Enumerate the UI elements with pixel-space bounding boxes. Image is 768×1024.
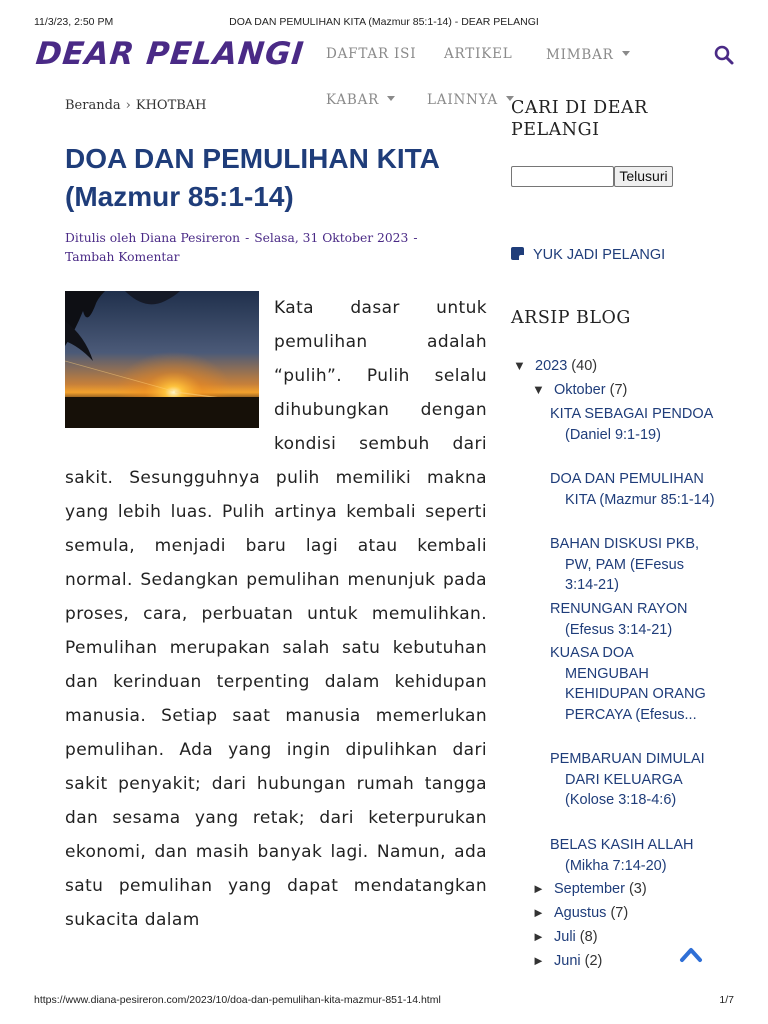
archive-heading: ARSIP BLOG	[511, 308, 631, 328]
chevron-down-icon	[387, 96, 395, 101]
breadcrumb-current[interactable]: KHOTBAH	[135, 98, 207, 113]
archive-month-label[interactable]: Agustus	[554, 905, 607, 921]
collapsed-triangle-icon[interactable]: ►	[532, 905, 545, 920]
print-footer	[34, 994, 734, 1008]
archive-post-link[interactable]: KITA SEBAGAI PENDOA (Daniel 9:1-19)	[550, 406, 713, 443]
expanded-triangle-icon[interactable]: ▼	[532, 382, 545, 397]
archive-month-count: (8)	[579, 929, 598, 945]
site-logo[interactable]: DEAR PELANGI	[34, 36, 307, 72]
post-comment-link[interactable]: Tambah Komentar	[65, 250, 180, 264]
post-body-text: Kata dasar untuk pemulihan adalah “pulih”. Pulih selalu dihubungkan dengan kondisi sembuh dari sakit. Sesungguhnya pulih memiliki makna yang lebih luas. Pulih artinya kembali seperti semula, menjadi baru lagi atau kembali normal. Sedangkan pemulihan menunjuk pada proses, cara, perbuatan untuk memulihkan. Pemulihan merupakan salah satu kebutuhan dan kerinduan terpenting dalam kehidupan manusia. Setiap saat manusia memerlukan pemulihan. Ada yang ingin dipulihkan dari sakit penyakit; dari hubungan rumah tangga dan sesama yang retak; dari keterpurukan ekonomi, dan masih banyak lagi. Namun, ada satu pemulihan yang dapat mendatangkan sukacita dalam	[65, 298, 487, 930]
nav-mimbar[interactable]	[546, 47, 630, 63]
expanded-triangle-icon[interactable]: ▼	[513, 358, 526, 373]
nav-kabar[interactable]	[326, 92, 395, 108]
archive-post-link[interactable]: RENUNGAN RAYON (Efesus 3:14-21)	[550, 601, 688, 638]
pelangi-link-label: YUK JADI PELANGI	[533, 247, 666, 263]
collapsed-triangle-icon[interactable]: ►	[532, 929, 545, 944]
archive-month-label[interactable]: Oktober	[554, 382, 606, 398]
archive-month-label[interactable]: Juni	[554, 953, 581, 969]
nav-daftar-isi[interactable]: DAFTAR ISI	[326, 46, 417, 62]
archive-month-count: (7)	[609, 382, 628, 398]
archive-month-label[interactable]: Juli	[554, 929, 576, 945]
nav-kabar-label: KABAR	[326, 92, 380, 108]
image-spacer	[65, 291, 274, 461]
archive-month-count: (2)	[584, 953, 603, 969]
print-url: https://www.diana-pesireron.com/2023/10/doa-dan-pemulihan-kita-mazmur-851-14.html	[34, 994, 441, 1006]
archive-month-count: (7)	[610, 905, 629, 921]
archive-post-link[interactable]: BAHAN DISKUSI PKB, PW, PAM (EFesus 3:14-21)	[550, 536, 700, 593]
search-input[interactable]	[511, 166, 614, 187]
archive-month-collapsed[interactable]	[532, 951, 602, 972]
post-meta	[65, 229, 425, 267]
nav-mimbar-label: MIMBAR	[546, 47, 614, 63]
post-author[interactable]: Ditulis oleh Diana Pesireron	[65, 231, 241, 245]
meta-separator: -	[413, 231, 418, 245]
archive-month-collapsed[interactable]	[532, 927, 598, 948]
print-datetime: 11/3/23, 2:50 PM	[34, 16, 114, 28]
post-date[interactable]: Selasa, 31 Oktober 2023	[254, 231, 409, 245]
archive-month-collapsed[interactable]	[532, 879, 647, 900]
print-page-number: 1/7	[719, 994, 734, 1006]
page-icon	[511, 247, 524, 260]
print-header	[34, 16, 734, 30]
archive-month-label[interactable]: September	[554, 881, 625, 897]
archive-month-collapsed[interactable]	[532, 903, 628, 924]
search-button[interactable]: Telusuri	[614, 166, 673, 187]
collapsed-triangle-icon[interactable]: ►	[532, 953, 545, 968]
archive-month-open[interactable]	[532, 380, 627, 401]
archive-year-count: (40)	[571, 358, 598, 374]
breadcrumb-home[interactable]: Beranda	[65, 98, 121, 113]
chevron-up-icon[interactable]	[679, 944, 703, 964]
archive-month-count: (3)	[628, 881, 647, 897]
breadcrumb	[65, 98, 207, 113]
post-body	[65, 291, 487, 937]
collapsed-triangle-icon[interactable]: ►	[532, 881, 545, 896]
nav-artikel[interactable]: ARTIKEL	[444, 46, 513, 62]
archive-year[interactable]	[513, 356, 597, 377]
chevron-down-icon	[622, 51, 630, 56]
meta-separator: -	[245, 231, 250, 245]
nav-lainnya-label: LAINNYA	[427, 92, 498, 108]
archive-post-link[interactable]: DOA DAN PEMULIHAN KITA (Mazmur 85:1-14)	[550, 471, 715, 508]
search-icon[interactable]	[713, 44, 735, 66]
nav-lainnya[interactable]	[427, 92, 514, 108]
print-doc-title: DOA DAN PEMULIHAN KITA (Mazmur 85:1-14) - DEAR PELANGI	[229, 16, 539, 28]
archive-year-label[interactable]: 2023	[535, 358, 568, 374]
sidebar-search-heading: CARI DI DEAR PELANGI	[511, 98, 648, 140]
archive-post-link[interactable]: KUASA DOA MENGUBAH KEHIDUPAN ORANG PERCAYA (Efesus...	[550, 645, 706, 723]
archive-post-link[interactable]: BELAS KASIH ALLAH (Mikha 7:14-20)	[550, 837, 694, 874]
post-title: DOA DAN PEMULIHAN KITA (Mazmur 85:1-14)	[65, 143, 439, 212]
pelangi-link[interactable]	[511, 247, 665, 263]
archive-post-link[interactable]: PEMBARUAN DIMULAI DARI KELUARGA (Kolose 3:18-4:6)	[550, 751, 705, 808]
breadcrumb-separator: ›	[125, 98, 131, 113]
